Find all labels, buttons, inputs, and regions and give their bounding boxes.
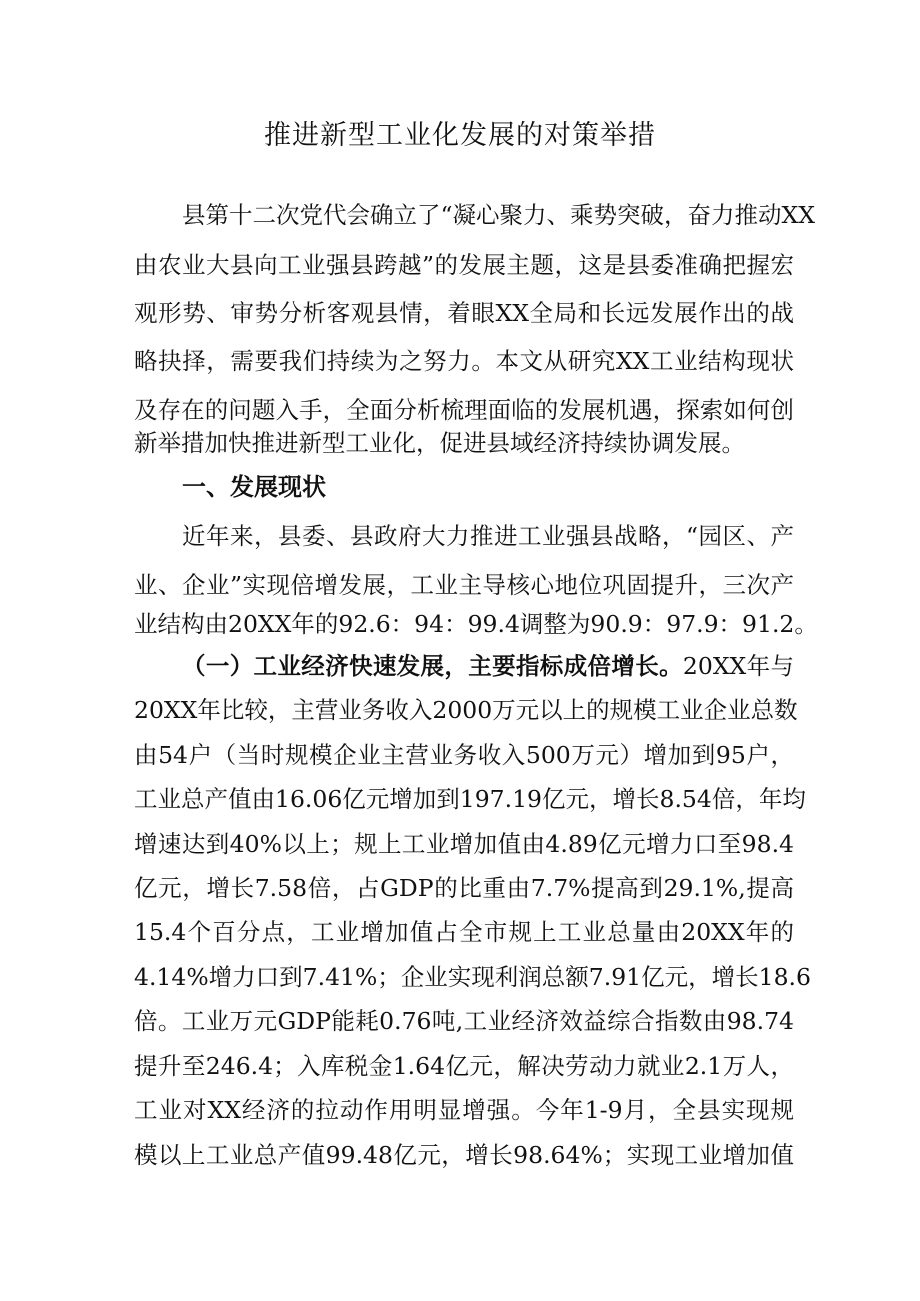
intro-line: 县第十二次党代会确立了“凝心聚力、乘势突破，奋力推动XX [182,201,815,229]
intro-line: 观形势、审势分析客观县情，着眼XX全局和长远发展作出的战 [134,299,794,327]
subsection-line: 增速达到40%以上；规上工业增加值由4.89亿元增力口至98.4 [134,830,794,858]
subsection-line: 提升至246.4；入库税金1.64亿元，解决劳动力就业2.1万人， [134,1052,794,1080]
intro-line: 及存在的问题入手，全面分析梳理面临的发展机遇，探索如何创 [134,396,794,424]
section-line: 业结构由20XX年的92.6：94：99.4调整为90.9：97.9：91.2。 [134,610,818,638]
section-line: 近年来，县委、县政府大力推进工业强县战略，“园区、产 [182,522,794,550]
subsection-line: 模以上工业总产值99.48亿元，增长98.64%；实现工业增加值 [134,1141,794,1169]
subsection-line: 15.4个百分点，工业增加值占全市规上工业总量由20XX年的 [134,918,794,946]
subsection-line: 4.14%增力口到7.41%；企业实现利润总额7.91亿元，增长18.6 [134,963,811,991]
subsection-line: 20XX年比较，主营业务收入2000万元以上的规模工业企业总数 [134,696,798,724]
subsection-line: 倍。工业万元GDP能耗0.76吨,工业经济效益综合指数由98.74 [134,1007,794,1035]
intro-line: 略抉择，需要我们持续为之努力。本文从研究XX工业结构现状 [134,347,794,375]
subsection-lead-text: 20XX年与 [682,652,794,680]
subsection-line: 工业对XX经济的拉动作用明显增强。今年1-9月，全县实现规 [134,1096,794,1124]
section-heading: 一、发展现状 [182,473,326,501]
section-line: 业、企业”实现倍增发展，工业主导核心地位巩固提升，三次产 [134,571,794,599]
intro-line: 新举措加快推进新型工业化，促进县域经济持续协调发展。 [134,429,745,457]
subsection-heading: （一）工业经济快速发展，主要指标成倍增长。 [182,652,683,680]
subsection-line: 亿元，增长7.58倍，占GDP的比重由7.7%提高到29.1%,提高 [134,874,794,902]
document-title: 推进新型工业化发展的对策举措 [264,120,656,151]
intro-line: 由农业大县向工业强县跨越”的发展主题，这是县委准确把握宏 [134,251,794,279]
subsection-first-line [182,646,794,686]
subsection-line: 工业总产值由16.06亿元增加到197.19亿元，增长8.54倍，年均 [134,785,806,813]
subsection-line: 由54户（当时规模企业主营业务收入500万元）增加到95户， [134,741,794,769]
